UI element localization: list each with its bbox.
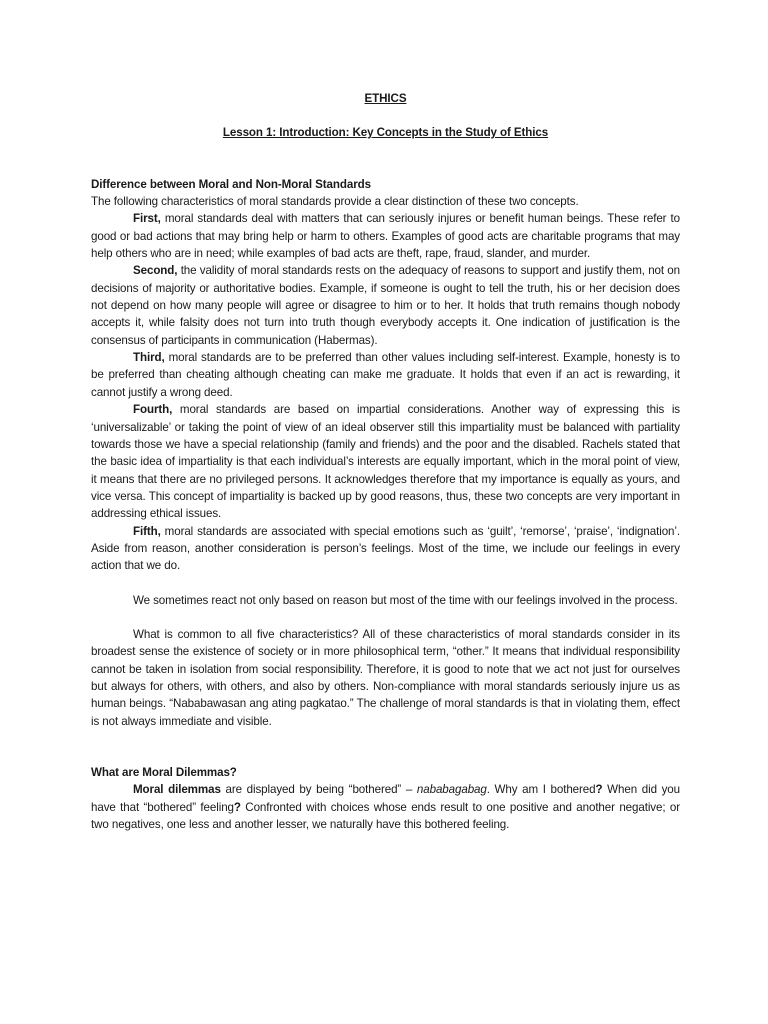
lead-first: First,: [133, 212, 161, 226]
text-first: moral standards deal with matters that can seriously injures or benefit human beings. These refer to good or bad actions that may bring help or harm to others. Examples of good acts are charitable programs that may help others who are in need; while examples of bad acts are theft, rape, fraud, slander, and murder.: [91, 212, 680, 261]
lead-third: Third,: [133, 351, 165, 365]
paragraph-first: [91, 210, 680, 262]
text-dilemmas-3: When did you have that “bothered” feeling: [91, 783, 680, 814]
text-fifth: moral standards are associated with special emotions such as ‘guilt’, ‘remorse’, ‘praise’, ‘indignation’. Aside from reason, another consideration is person’s feelings. Most of the time, we include our feelings in every action that we do.: [91, 524, 680, 573]
question-mark-2: ?: [233, 800, 241, 814]
lead-second: Second,: [133, 264, 178, 278]
text-dilemmas-2: . Why am I bothered: [486, 783, 596, 797]
lead-dilemmas: Moral dilemmas: [133, 783, 221, 797]
text-fourth: moral standards are based on impartial considerations. Another way of expressing this is ‘universalizable’ or taking the point of view of an ideal observer still this impartiality must be balanced with partiality towards those we have a special relationship (family and friends) and the poor and the disabled. Rachels stated that the basic idea of impartiality is that each individual’s interests are equally important, which in the moral point of view, it means that there are no privileged persons. It acknowledges therefore that my importance is equally as yours, and vice versa. This concept of impartiality is backed up by good reasons, thus, these two concepts are very important in addressing ethical issues.: [91, 403, 680, 521]
text-second: the validity of moral standards rests on the adequacy of reasons to support and justify them, not on decisions of majority or authoritative bodies. Example, if someone is ought to tell the truth, his or her decision does not depend on how many people will agree or disagree to him or to her. It holds that truth remains though nobody accepts it, while falsity does not turn into truth though everybody accepts it. One indication of justification is the consensus of participants in communication (Habermas).: [91, 264, 680, 347]
lesson-title: Lesson 1: Introduction: Key Concepts in the Study of Ethics: [222, 126, 549, 140]
section-heading-moral-dilemmas: What are Moral Dilemmas?: [91, 766, 237, 779]
paragraph-dilemmas: [91, 781, 680, 833]
text-dilemmas-4: Confronted with choices whose ends result to one positive and another negative; or two negatives, one less and another lesser, we naturally have this bothered feeling.: [91, 800, 680, 832]
question-mark-1: ?: [595, 783, 603, 797]
tagalog-word: nababagabag: [416, 783, 487, 797]
paragraph-common: What is common to all five characteristics? All of these characteristics of moral standards consider in its broadest sense the existence of society or in more philosophical term, “other.” It means that individual responsibility cannot be taken in isolation from social responsibility. Therefore, it is good to note that we act not just for ourselves but always for others, with others, and also by others. Non-compliance with moral standards seriously injure us as human beings. “Nababawasan ang ating pagkatao.” The challenge of moral standards is that in violating them, effect is not always immediate and visible.: [91, 627, 680, 728]
paragraph-third: [91, 349, 680, 401]
lead-fourth: Fourth,: [133, 403, 173, 417]
paragraph-fourth: [91, 401, 680, 522]
section-intro: The following characteristics of moral standards provide a clear distinction of these two concepts.: [91, 195, 579, 209]
paragraph-fifth: [91, 523, 680, 575]
text-third: moral standards are to be preferred than other values including self-interest. Example, honesty is to be preferred than cheating although cheating can make me graduate. It holds that even if an act is rewarding, it cannot justify a wrong deed.: [91, 351, 680, 399]
paragraph-feelings: We sometimes react not only based on reason but most of the time with our feelings involved in the process.: [133, 593, 678, 607]
lead-fifth: Fifth,: [133, 524, 161, 538]
paragraph-second: [91, 262, 680, 349]
section-heading-moral-standards: Difference between Moral and Non-Moral Standards: [91, 177, 371, 191]
text-dilemmas-1: are displayed by being “bothered” –: [220, 783, 417, 797]
document-title: ETHICS: [364, 92, 407, 105]
